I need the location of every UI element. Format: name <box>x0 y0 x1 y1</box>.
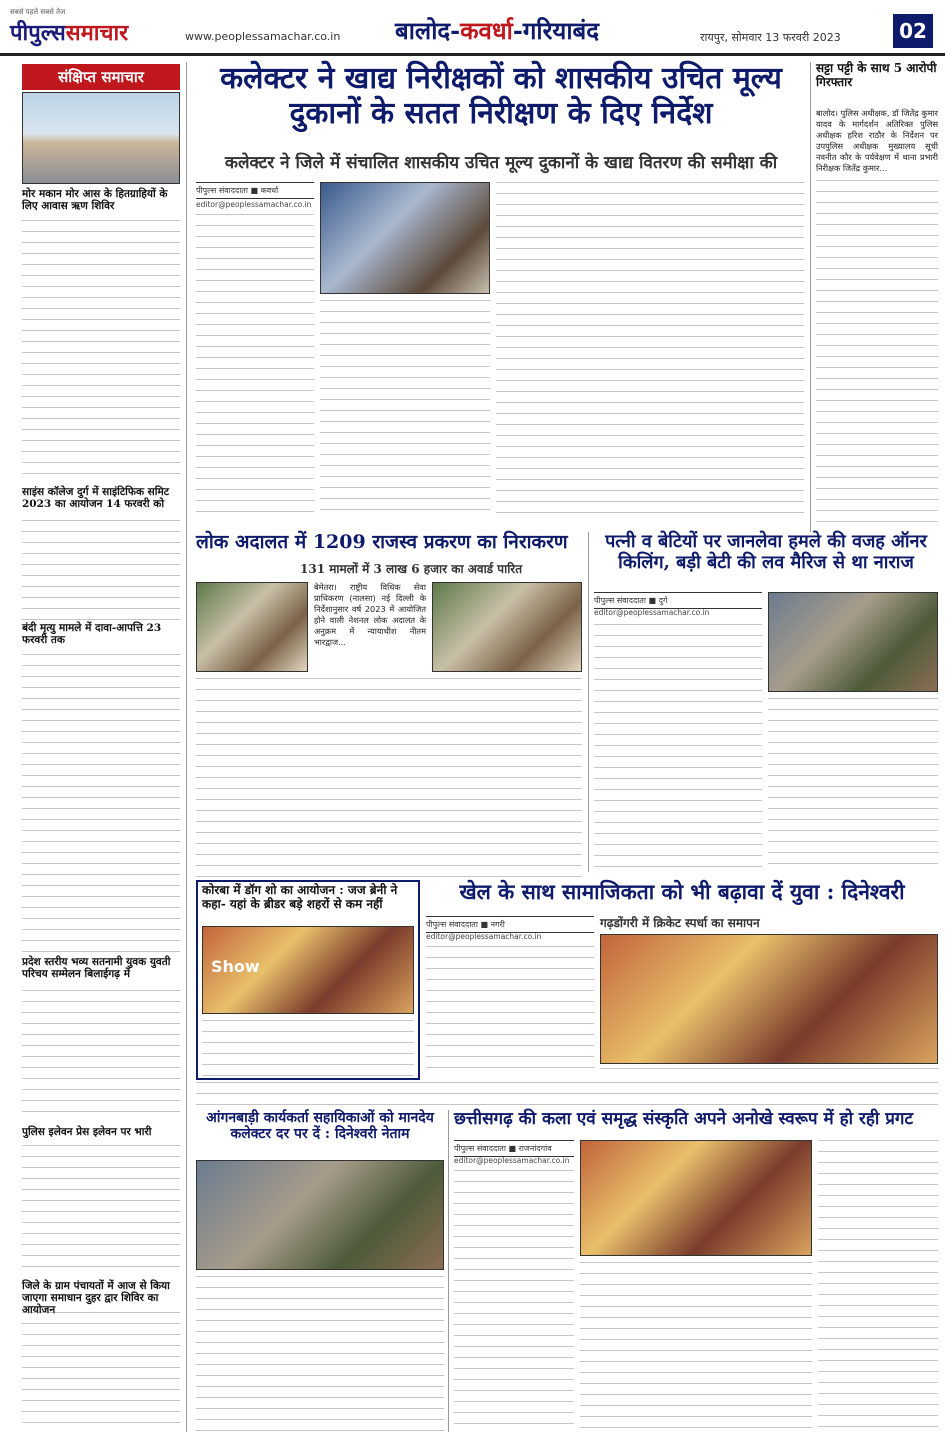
honour-photo <box>768 592 938 692</box>
news-2-body <box>22 520 180 620</box>
anganwadi-body <box>196 1276 444 1432</box>
satta-body <box>816 180 938 530</box>
lok-photo-2 <box>432 582 582 672</box>
sports-body-3 <box>196 1082 938 1106</box>
news-6-title[interactable]: जिले के ग्राम पंचायतों में आज से किया जाएगा समाधान दुहर द्वार शिविर का आयोजन <box>22 1280 170 1317</box>
culture-headline[interactable]: छत्तीसगढ़ की कला एवं समृद्ध संस्कृति अपने अनोखे स्वरूप में हो रही प्रगट <box>454 1109 914 1129</box>
lok-headline[interactable]: लोक अदालत में 1209 राजस्व प्रकरण का निराकरण <box>196 531 568 553</box>
masthead <box>0 0 945 56</box>
honour-body-1 <box>594 624 762 872</box>
dog-show-box <box>196 880 420 1080</box>
edition-part-2: कवर्धा <box>460 16 513 45</box>
lok-lead: बेमेतरा। राष्ट्रीय विधिक सेवा प्राधिकरण (नालसा) नई दिल्ली के निर्देशानुसार वर्ष 2023 में आयोजित होने वाली नेशनल लोक अदालत के अनुक्रम में न्यायाधीश नीतम भारद्वाज... <box>314 582 426 648</box>
news-4-body <box>22 990 180 1120</box>
lead-email[interactable]: editor@peoplessamachar.co.in <box>196 200 312 209</box>
lok-deck: 131 मामलों में 3 लाख 6 हजार का अवार्ड पारित <box>300 562 523 576</box>
sports-body-2 <box>600 1068 938 1076</box>
culture-body-2 <box>580 1262 812 1432</box>
honour-headline[interactable]: पत्नी व बेटियों पर जानलेवा हमले की वजह ऑनर किलिंग, बड़ी बेटी की लव मैरिज से था नाराज <box>605 531 927 573</box>
sports-body-1 <box>426 946 594 1076</box>
dog-body <box>202 1020 414 1076</box>
lead-deck: कलेक्टर ने जिले में संचालित शासकीय उचित मूल्य दुकानों के खाद्य वितरण की समीक्षा की <box>224 153 778 173</box>
column-rule <box>448 1110 449 1432</box>
edition-part-3: -गरियाबंद <box>512 16 599 45</box>
sports-email[interactable]: editor@peoplessamachar.co.in <box>426 932 542 941</box>
lead-body-col-3 <box>496 182 804 514</box>
lead-body-col-2 <box>320 300 490 514</box>
column-rule <box>588 532 589 872</box>
page-number: 02 <box>893 14 933 48</box>
dog-photo <box>202 926 414 1014</box>
news-3-body <box>22 654 180 954</box>
culture-photo <box>580 1140 812 1256</box>
honour-byline: पीपुल्स संवाददाता ■ दुर्ग <box>594 592 762 609</box>
news-5-body <box>22 1145 180 1275</box>
housing-photo <box>22 92 180 184</box>
section-brief-news: संक्षिप्त समाचार <box>22 64 180 90</box>
column-rule <box>186 62 187 1432</box>
news-1-title[interactable]: मोर मकान मोर आस के हितग्राहियों के लिए आवास ऋण शिविर <box>22 188 168 213</box>
news-5-title[interactable]: पुलिस इलेवन प्रेस इलेवन पर भारी <box>22 1126 152 1138</box>
edition-part-1: बालोद- <box>395 16 461 45</box>
lok-body <box>196 678 582 878</box>
lead-photo <box>320 182 490 294</box>
culture-byline: पीपुल्स संवाददाता ■ राजनांदगांव <box>454 1140 574 1157</box>
anganwadi-headline[interactable]: आंगनबाड़ी कार्यकर्ता सहायिकाओं को मानदेय कलेक्टर दर पर दें : दिनेश्वरी नेताम <box>206 1110 434 1143</box>
newspaper-logo[interactable] <box>10 8 210 48</box>
sports-photo <box>600 934 938 1064</box>
satta-headline[interactable]: सट्टा पट्टी के साथ 5 आरोपी गिरफ्तार <box>816 61 937 89</box>
news-4-title[interactable]: प्रदेश स्तरीय भव्य सतनामी युवक युवती परिचय सम्मेलन बिलाईगढ़ में <box>22 956 171 981</box>
dog-headline[interactable]: कोरबा में डॉग शो का आयोजन : जज ब्रेनी ने कहा- यहां के ब्रीडर बड़े शहरों से कम नहीं <box>202 883 398 911</box>
news-1-body <box>22 220 180 482</box>
edition-title <box>395 14 599 47</box>
satta-lead: बालोद। पुलिस अधीक्षक, डॉ जितेंद्र कुमार यादव के मार्गदर्शन अतिरिक्त पुलिस अधीक्षक हरिश राठौर के निर्देशन पर उपपुलिस अधीक्षक मुख्यालय सूची नवनीत कौर के पर्यवेक्षण में थाना प्रभारी निरीक्षक जितेंद्र कुमार... <box>816 108 938 174</box>
dog-photo-caption: Show <box>211 957 260 976</box>
lok-photo-1 <box>196 582 308 672</box>
site-url[interactable]: www.peoplessamachar.co.in <box>185 30 341 43</box>
logo-right: समाचार <box>65 20 129 46</box>
dateline: रायपुर, सोमवार 13 फरवरी 2023 <box>700 31 841 44</box>
news-3-title[interactable]: बंदी मृत्यु मामले में दावा-आपत्ति 23 फरवरी तक <box>22 622 162 647</box>
logo-tagline: सबसे पहले सबसे तेज <box>10 8 66 16</box>
lead-body-col-1 <box>196 214 314 514</box>
culture-body-side <box>818 1140 938 1432</box>
logo-left: पीपुल्स <box>10 20 66 46</box>
anganwadi-photo <box>196 1160 444 1270</box>
honour-body-2 <box>768 698 938 872</box>
sports-byline: पीपुल्स संवाददाता ■ नगरी <box>426 916 594 933</box>
column-rule <box>810 62 811 532</box>
news-6-body <box>22 1312 180 1430</box>
sports-deck: गढ़डोंगरी में क्रिकेट स्पर्धा का समापन <box>600 916 760 930</box>
culture-body-1 <box>454 1170 574 1432</box>
news-2-title[interactable]: साइंस कॉलेज दुर्ग में साइंटिफिक समिट 2023 का आयोजन 14 फरवरी को <box>22 486 170 511</box>
lead-headline[interactable]: कलेक्टर ने खाद्य निरीक्षकों को शासकीय उचित मूल्य दुकानों के सतत निरीक्षण के दिए निर्देश <box>220 61 782 131</box>
sports-headline[interactable]: खेल के साथ सामाजिकता को भी बढ़ावा दें युवा : दिनेश्वरी <box>459 879 905 904</box>
honour-email[interactable]: editor@peoplessamachar.co.in <box>594 608 710 617</box>
lead-byline: पीपुल्स संवाददाता ■ कवर्धा <box>196 182 314 199</box>
culture-email[interactable]: editor@peoplessamachar.co.in <box>454 1156 570 1165</box>
